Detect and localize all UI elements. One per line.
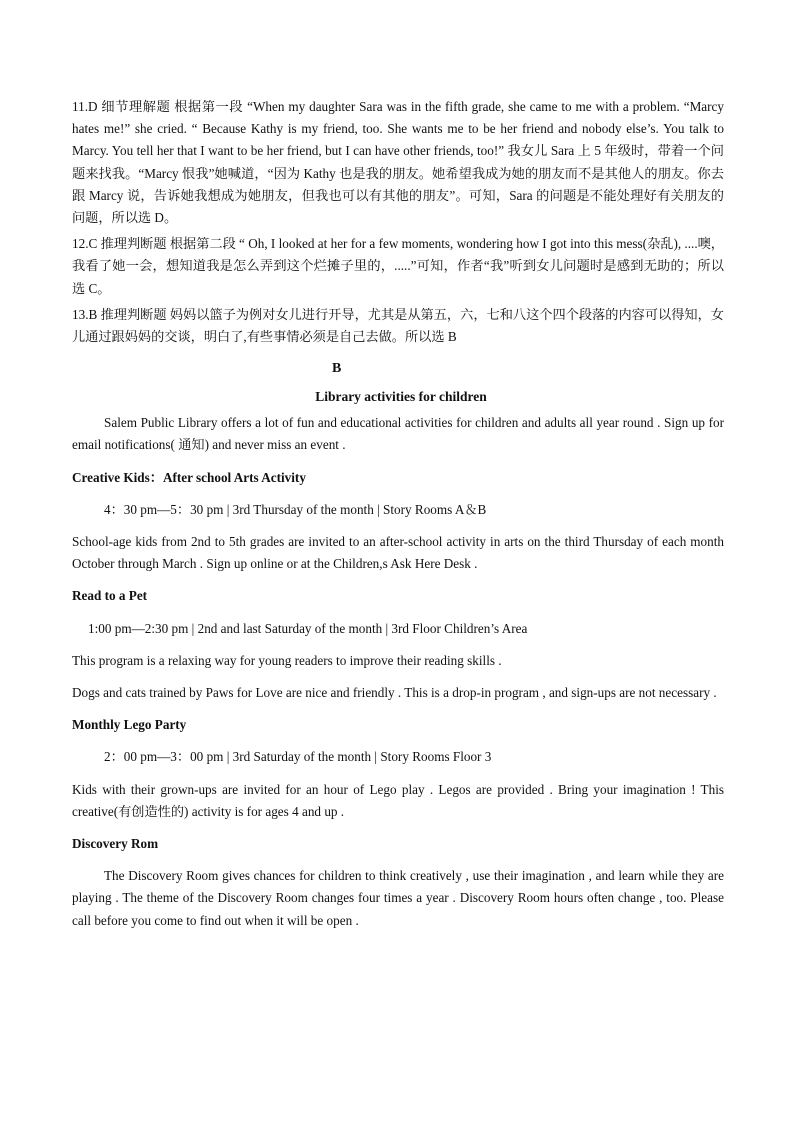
- activity-heading: Discovery Rom: [72, 836, 159, 852]
- activity-paragraph: Dogs and cats trained by Paws for Love are nice and friendly . This is a drop-in program , and sign-ups are not necessary .: [72, 685, 717, 701]
- activity-heading: Creative Kids：After school Arts Activity: [72, 469, 306, 485]
- activity-time: 2：00 pm—3：00 pm | 3rd Saturday of the month | Story Rooms Floor 3: [104, 749, 492, 765]
- activity-paragraph: School-age kids from 2nd to 5th grades are invited to an after-school activity in arts on the third Thursday of each month October through March . Sign up online or at the Children,s Ask Here Desk .: [72, 534, 724, 572]
- answer-12: 12.C 推理判断题 根据第二段 “ Oh, I looked at her for a few moments, wondering how I got into this mess(杂乱), ....噢，我看了她一会，想知道我是怎么弄到这个烂摊子里的，.....”可知，作者“我”听到女儿问题时是感到无助的；所以选 C。: [72, 236, 724, 296]
- activity-paragraph: This program is a relaxing way for young readers to improve their reading skills .: [72, 652, 502, 668]
- document-page: [72, 96, 724, 932]
- activity-time: 1:00 pm—2:30 pm | 2nd and last Saturday of the month | 3rd Floor Children’s Area: [88, 620, 528, 636]
- activity-paragraph: Kids with their grown-ups are invited for an hour of Lego play . Legos are provided . Bring your imagination ! This creative(有创造性的) activity is for ages 4 and up .: [72, 781, 724, 819]
- activity-time: 4：30 pm—5：30 pm | 3rd Thursday of the month | Story Rooms A＆B: [104, 501, 487, 517]
- answer-11: 11.D 细节理解题 根据第一段 “When my daughter Sara was in the fifth grade, she came to me with a problem. “Marcy hates me!” she cried. “ Because Kathy is my friend, too. She wants me to be her friend and nobody else’s. You talk to Marcy. You tell her that I want to be her friend, but I can have other friends, too!” 我女儿 Sara 上 5 年级时，带着一个问题来找我。“Marcy 恨我”她喊道，“因为 Kathy 也是我的朋友。她希望我成为她的朋友而不是其他人的朋友。你去跟 Marcy 说，告诉她我想成为她朋友，但我也可以有其他的朋友”。可知，Sara 的问题是不能处理好有关朋友的问题，所以选 D。: [72, 99, 724, 226]
- section-letter: B: [332, 361, 342, 377]
- activity-heading: Monthly Lego Party: [72, 717, 187, 733]
- activity-paragraph: The Discovery Room gives chances for children to think creatively , use their imagination , and learn while they are playing . The theme of the Discovery Room changes four times a year . Discovery Room hours often change , too. Please call before you come to find out when it will be open .: [72, 868, 724, 928]
- activity-heading: Read to a Pet: [72, 588, 148, 604]
- passage-title: Library activities for children: [315, 389, 487, 405]
- answer-13: 13.B 推理判断题 妈妈以篮子为例对女儿进行开导，尤其是从第五，六，七和八这个四个段落的内容可以得知，女儿通过跟妈妈的交谈，明白了,有些事情必须是自己去做。所以选 B: [72, 306, 724, 345]
- intro-paragraph: Salem Public Library offers a lot of fun and educational activities for children and adults all year round . Sign up for email notifications( 通知) and never miss an event .: [72, 415, 724, 453]
